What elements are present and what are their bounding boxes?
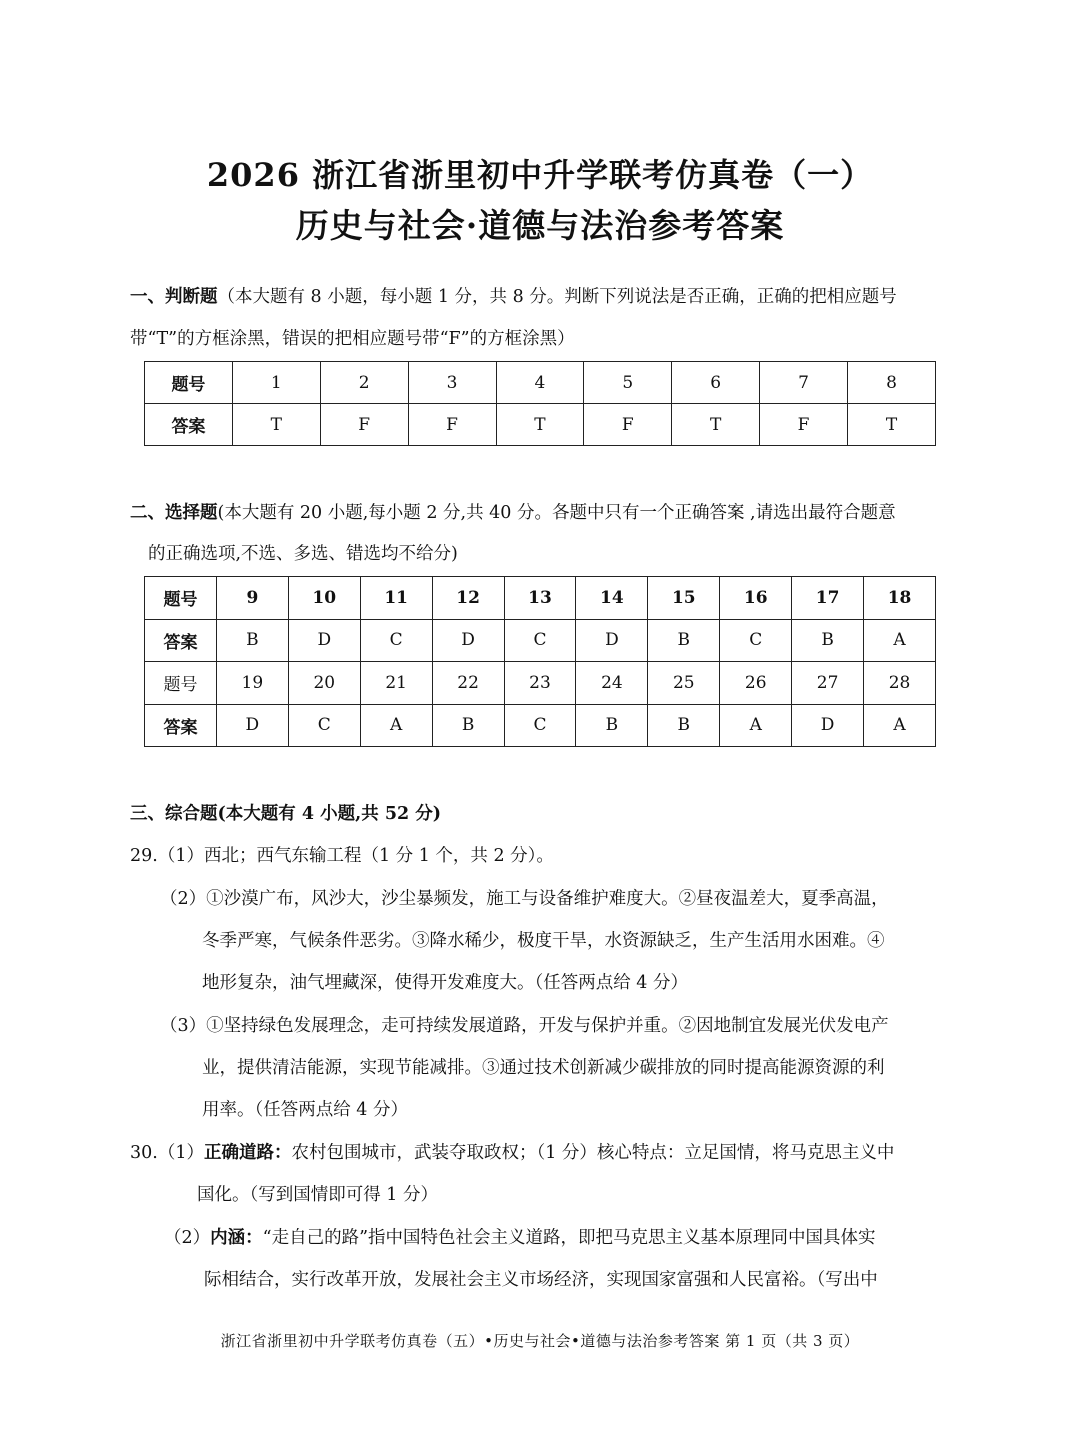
section1-intro <box>130 284 897 310</box>
section2-heading: 二、选择题 <box>130 503 218 523</box>
answer-cell: F <box>760 404 848 446</box>
question-number: 22 <box>432 662 504 705</box>
row-label: 题号 <box>145 577 217 620</box>
section2-desc-line1: (本大题有 20 小题,每小题 2 分,共 40 分。各题中只有一个正确答案 ,请选出最符合题意 <box>217 503 896 523</box>
answer-cell: D <box>576 619 648 662</box>
q30-part1-prefix: 30.（1） <box>130 1143 204 1163</box>
page-subtitle: 历史与社会·道德与法治参考答案 <box>295 206 785 245</box>
answer-cell: F <box>320 404 408 446</box>
answer-cell: C <box>360 619 432 662</box>
page-title: 2026 浙江省浙里初中升学联考仿真卷（一） <box>206 156 874 194</box>
row-label: 答案 <box>145 619 217 662</box>
table-row <box>145 662 936 705</box>
row-label: 题号 <box>145 362 233 404</box>
question-number: 16 <box>720 577 792 620</box>
row-label: 答案 <box>145 704 217 747</box>
question-number: 15 <box>648 577 720 620</box>
answer-cell: B <box>648 704 720 747</box>
question-number: 1 <box>232 362 320 404</box>
question-number: 5 <box>584 362 672 404</box>
q30-part1-text: 农村包围城市，武装夺取政权；（1 分）核心特点：立足国情，将马克思主义中 <box>291 1143 895 1163</box>
question-number: 3 <box>408 362 496 404</box>
q30-part1-line1 <box>130 1140 894 1166</box>
question-number: 19 <box>216 662 288 705</box>
question-number: 8 <box>848 362 936 404</box>
answer-cell: A <box>864 704 936 747</box>
answer-cell: T <box>232 404 320 446</box>
section1-desc-line1: （本大题有 8 小题，每小题 1 分，共 8 分。判断下列说法是否正确，正确的把相应题号 <box>217 287 897 307</box>
answer-cell: F <box>408 404 496 446</box>
answer-cell: C <box>288 704 360 747</box>
row-label: 答案 <box>145 404 233 446</box>
question-number: 12 <box>432 577 504 620</box>
q30-part2-prefix: （2） <box>164 1228 211 1248</box>
section1-heading: 一、判断题 <box>130 287 218 307</box>
answer-cell: D <box>288 619 360 662</box>
table-row <box>145 404 936 446</box>
answer-cell: D <box>792 704 864 747</box>
choice-answer-table <box>144 576 936 747</box>
question-number: 4 <box>496 362 584 404</box>
answer-cell: F <box>584 404 672 446</box>
question-number: 13 <box>504 577 576 620</box>
answer-cell: T <box>496 404 584 446</box>
table-row <box>145 362 936 404</box>
question-number: 18 <box>864 577 936 620</box>
section2-intro <box>130 500 896 526</box>
q30-part2-text: “走自己的路”指中国特色社会主义道路，即把马克思主义基本原理同中国具体实 <box>262 1228 876 1248</box>
question-number: 23 <box>504 662 576 705</box>
section3-heading: 三、综合题(本大题有 4 小题,共 52 分) <box>130 804 442 824</box>
question-number: 7 <box>760 362 848 404</box>
question-number: 2 <box>320 362 408 404</box>
question-number: 9 <box>216 577 288 620</box>
answer-cell: D <box>216 704 288 747</box>
answer-cell: A <box>720 704 792 747</box>
question-number: 20 <box>288 662 360 705</box>
answer-cell: B <box>792 619 864 662</box>
q29-part2-line3: 地形复杂，油气埋藏深，使得开发难度大。（任答两点给 4 分） <box>202 973 689 993</box>
q30-part1-line2: 国化。（写到国情即可得 1 分） <box>197 1185 439 1205</box>
question-number: 24 <box>576 662 648 705</box>
question-number: 6 <box>672 362 760 404</box>
question-number: 14 <box>576 577 648 620</box>
answer-cell: D <box>432 619 504 662</box>
page-footer: 浙江省浙里初中升学联考仿真卷（五）•历史与社会•道德与法治参考答案 第 1 页（共 3 页） <box>220 1332 860 1350</box>
question-number: 27 <box>792 662 864 705</box>
answer-cell: B <box>432 704 504 747</box>
q29-part1: 29.（1）西北；西气东输工程（1 分 1 个，共 2 分）。 <box>130 846 554 866</box>
row-label: 题号 <box>145 662 217 705</box>
answer-cell: T <box>672 404 760 446</box>
q29-part2-line2: 冬季严寒，气候条件恶劣。③降水稀少，极度干旱，水资源缺乏，生产生活用水困难。④ <box>202 931 885 951</box>
section1-desc-line2: 带“T”的方框涂黑，错误的把相应题号带“F”的方框涂黑） <box>130 329 575 349</box>
q29-part3-line1: （3）①坚持绿色发展理念，走可持续发展道路，开发与保护并重。②因地制宜发展光伏发电产 <box>160 1016 889 1036</box>
question-number: 11 <box>360 577 432 620</box>
answer-cell: B <box>648 619 720 662</box>
table-row <box>145 704 936 747</box>
answer-cell: C <box>504 704 576 747</box>
answer-cell: A <box>864 619 936 662</box>
question-number: 28 <box>864 662 936 705</box>
question-number: 10 <box>288 577 360 620</box>
section2-desc-line2: 的正确选项,不选、多选、错选均不给分) <box>148 544 458 564</box>
judgment-answer-table <box>144 361 936 446</box>
q29-part3-line2: 业，提供清洁能源，实现节能减排。③通过技术创新减少碳排放的同时提高能源资源的利 <box>202 1058 885 1078</box>
answer-cell: C <box>504 619 576 662</box>
answer-cell: B <box>216 619 288 662</box>
answer-cell: T <box>848 404 936 446</box>
question-number: 21 <box>360 662 432 705</box>
question-number: 26 <box>720 662 792 705</box>
answer-cell: A <box>360 704 432 747</box>
answer-cell: B <box>576 704 648 747</box>
q29-part2-line1: （2）①沙漠广布，风沙大，沙尘暴频发，施工与设备维护难度大。②昼夜温差大，夏季高温， <box>160 889 889 909</box>
question-number: 25 <box>648 662 720 705</box>
table-row <box>145 619 936 662</box>
question-number: 17 <box>792 577 864 620</box>
q30-part2-line2: 际相结合，实行改革开放，发展社会主义市场经济，实现国家富强和人民富裕。（写出中 <box>204 1270 878 1290</box>
q30-part1-keyword: 正确道路： <box>203 1143 292 1163</box>
q30-part2-keyword: 内涵： <box>210 1228 263 1248</box>
answer-cell: C <box>720 619 792 662</box>
q30-part2-line1 <box>164 1225 876 1251</box>
q29-part3-line3: 用率。（任答两点给 4 分） <box>202 1100 409 1120</box>
table-row <box>145 577 936 620</box>
